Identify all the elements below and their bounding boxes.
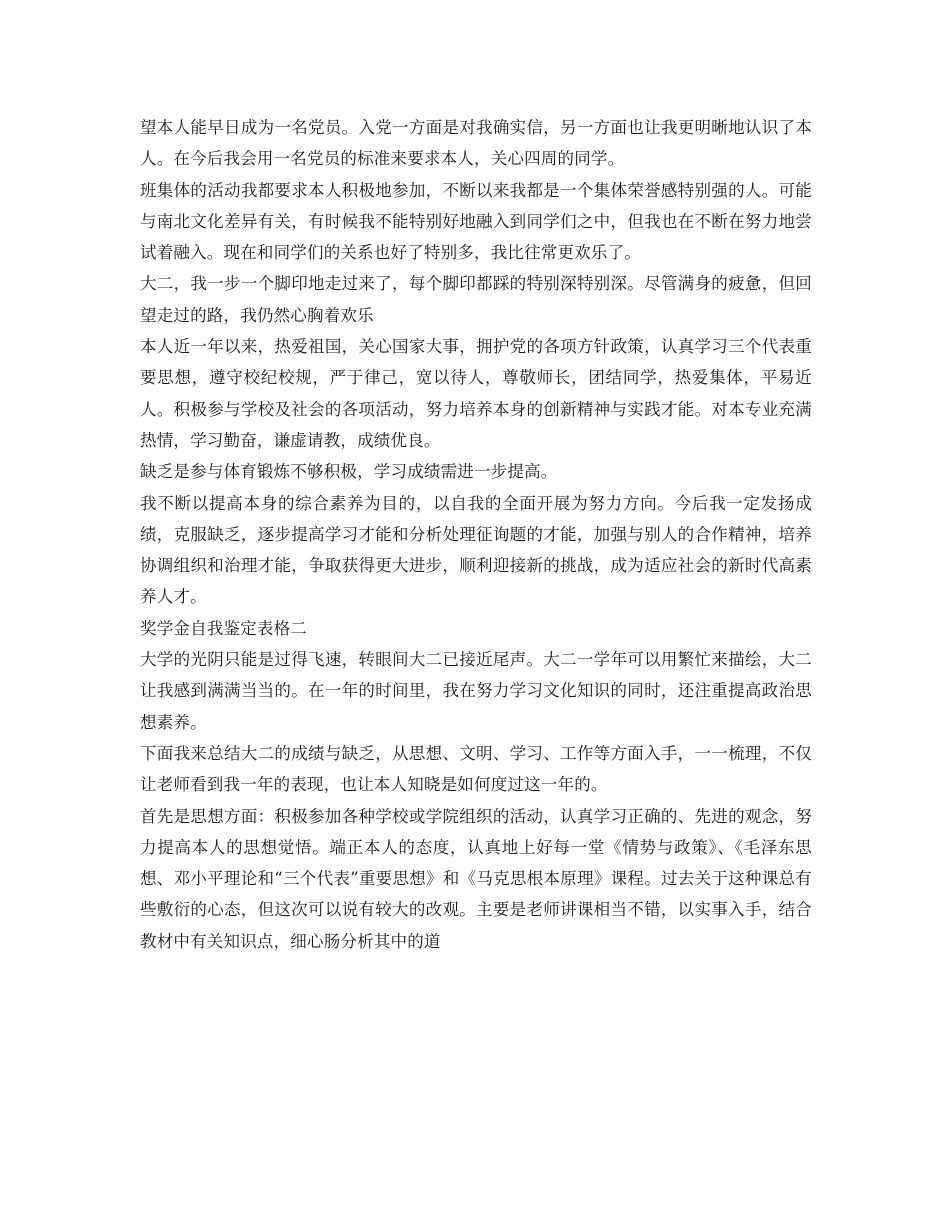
paragraph-ideology: 首先是思想方面：积极参加各种学校或学院组织的活动，认真学习正确的、先进的观念，努力提高本人的思想觉悟。端正本人的态度，认真地上好每一堂《情势与政策》、《毛泽东思想、邓小平理论和“三个代表”重要思想》和《马克思根本原理》课程。过去关于这种课总有些敷衍的心态，但这次可以说有较大的改观。主要是老师讲课相当不错，以实事入手，结合教材中有关知识点，细心肠分析其中的道 <box>140 806 812 951</box>
paragraph-future-goals: 我不断以提高本身的综合素养为目的，以自我的全面开展为努力方向。今后我一定发扬成绩，克服缺乏，逐步提高学习才能和分析处理征询题的才能，加强与别人的合作精神，培养协调组织和治理才能，争取获得更大进步，顺利迎接新的挑战，成为适应社会的新时代高素养人才。 <box>140 493 812 607</box>
paragraph-shortcomings: 缺乏是参与体育锻炼不够积极，学习成绩需进一步提高。 <box>140 462 558 482</box>
paragraph-class-activities: 班集体的活动我都要求本人积极地参加，不断以来我都是一个集体荣誉感特别强的人。可能与南北文化差异有关，有时候我不能特别好地融入到同学们之中，但我也在不断在努力地尝试着融入。现在和同学们的关系也好了特别多，我比往常更欢乐了。 <box>140 180 812 263</box>
paragraph-party-member: 望本人能早日成为一名党员。入党一方面是对我确实信，另一方面也让我更明晰地认识了本人。在今后我会用一名党员的标准来要求本人，关心四周的同学。 <box>140 118 812 169</box>
section-heading: 奖学金自我鉴定表格二 <box>140 618 307 638</box>
paragraph-university-time: 大学的光阴只能是过得飞速，转眼间大二已接近尾声。大二一学年可以用繁忙来描绘，大二让我感到满满当当的。在一年的时间里，我在努力学习文化知识的同时，还注重提高政治思想素养。 <box>140 650 812 732</box>
paragraph-self-assessment: 本人近一年以来，热爱祖国，关心国家大事，拥护党的各项方针政策，认真学习三个代表重要思想，遵守校纪校规，严于律己，宽以待人，尊敬师长，团结同学，热爱集体，平易近人。积极参与学校及社会的各项活动，努力培养本身的创新精神与实践才能。对本专业充满热情，学习勤奋，谦虚请教，成绩优良。 <box>140 337 812 450</box>
document-page <box>140 112 812 957</box>
paragraph-summary-intro: 下面我来总结大二的成绩与缺乏，从思想、文明、学习、工作等方面入手，一一梳理，不仅让老师看到我一年的表现，也让本人知晓是如何度过这一年的。 <box>140 743 812 795</box>
paragraph-sophomore-year: 大二，我一步一个脚印地走过来了，每个脚印都踩的特别深特别深。尽管满身的疲惫，但回望走过的路，我仍然心胸着欢乐 <box>140 274 812 325</box>
